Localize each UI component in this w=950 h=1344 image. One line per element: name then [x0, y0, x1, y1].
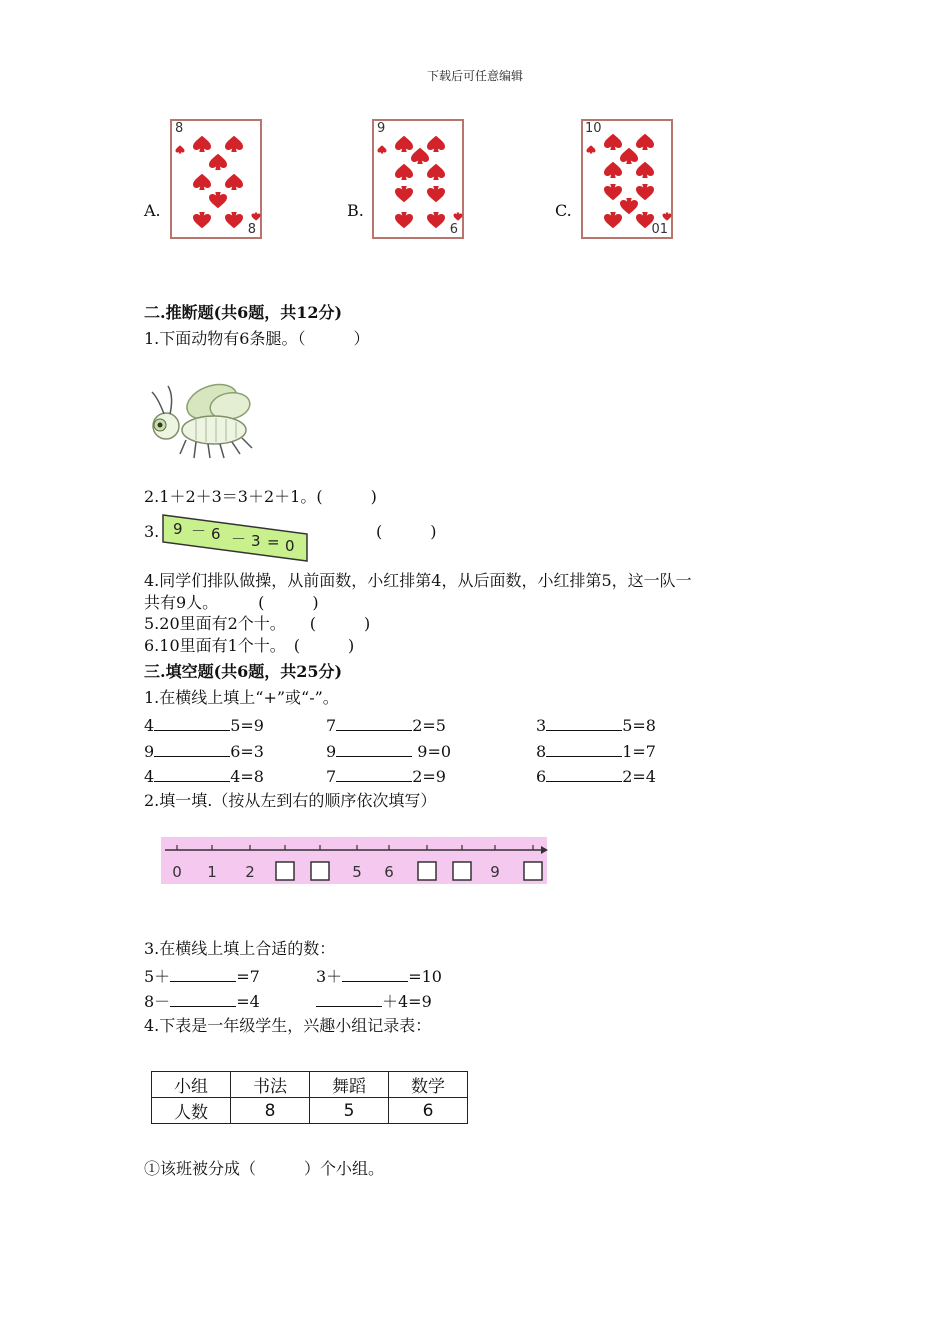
option-b-label: B.	[347, 201, 364, 220]
answer-blank[interactable]	[342, 965, 408, 982]
table-row	[152, 1098, 468, 1124]
number-line-label: 0	[172, 863, 182, 881]
answer-blank[interactable]	[154, 740, 230, 757]
number-line-answer-box[interactable]	[311, 862, 329, 880]
number-line-answer-box[interactable]	[524, 862, 542, 880]
card-ten-of-spades	[581, 119, 673, 239]
operand: ＋4=9	[382, 992, 432, 1011]
answer-blank[interactable]	[336, 740, 412, 757]
table-row	[152, 1072, 468, 1098]
operand: 4	[144, 767, 155, 786]
operand: 2=4	[622, 767, 656, 786]
spade-icon	[225, 174, 243, 190]
card-rank: 8	[175, 121, 184, 136]
spade-icon	[411, 148, 429, 164]
fill-question-4: 4.下表是一年级学生，兴趣小组记录表：	[144, 1016, 432, 1035]
number-line-label: 2	[245, 863, 255, 881]
fill-row	[316, 990, 432, 1012]
answer-blank[interactable]	[154, 765, 230, 782]
number-line-label: 5	[352, 863, 362, 881]
spade-icon	[427, 136, 445, 152]
operand: 7	[326, 716, 337, 735]
fill-row	[144, 740, 264, 762]
spade-icon	[193, 174, 211, 190]
option-c-label: C.	[555, 201, 572, 220]
strip-number-3: 3	[251, 532, 261, 550]
number-line-label: 6	[384, 863, 394, 881]
spade-icon	[636, 134, 654, 150]
table-cell: 5	[310, 1098, 389, 1124]
fill-question-2: 2.填一填.（按从左到右的顺序依次填写）	[144, 791, 437, 810]
number-line-answer-box[interactable]	[453, 862, 471, 880]
fill-row	[536, 765, 656, 787]
judge-question-5: 5.20里面有2个十。 ( )	[144, 614, 371, 633]
card-rank: 9	[377, 121, 386, 136]
operand: 9	[326, 742, 337, 761]
spade-icon	[604, 212, 622, 228]
spade-icon	[454, 213, 463, 221]
strip-minus-sign: －	[231, 530, 247, 548]
table-header-cell: 小组	[152, 1072, 231, 1098]
operand: 4	[144, 716, 155, 735]
page-header: 下载后可任意编辑	[426, 69, 523, 83]
answer-blank[interactable]	[170, 965, 236, 982]
judge-question-4-line2: 共有9人。 ( )	[144, 593, 319, 612]
answer-blank[interactable]	[546, 714, 622, 731]
spade-icon	[636, 162, 654, 178]
operand: 8－	[144, 992, 171, 1011]
spade-icon	[427, 186, 445, 202]
card-nine-of-spades	[372, 119, 464, 239]
number-line-answer-box[interactable]	[418, 862, 436, 880]
operand: 2=9	[412, 767, 446, 786]
spade-icon	[252, 213, 261, 221]
answer-blank[interactable]	[546, 740, 622, 757]
fill-row	[144, 965, 260, 987]
answer-blank[interactable]	[170, 990, 236, 1007]
spade-icon	[604, 184, 622, 200]
operand: 3	[536, 716, 547, 735]
table-cell: 8	[231, 1098, 310, 1124]
operand: =7	[236, 967, 260, 986]
strip-number-9: 9	[173, 520, 183, 538]
fill-row	[536, 714, 656, 736]
table-cell: 6	[389, 1098, 468, 1124]
interest-group-table	[151, 1071, 468, 1124]
fill-question-3: 3.在横线上填上合适的数：	[144, 939, 336, 958]
card-rank-bottom: 6	[449, 222, 458, 237]
fill-row	[326, 714, 446, 736]
card-rank: 10	[585, 121, 602, 136]
spade-icon	[209, 192, 227, 208]
operand: 3＋	[316, 967, 343, 986]
fill-row	[144, 990, 260, 1012]
strip-equals-sign: =	[267, 533, 280, 551]
operand: 8	[536, 742, 547, 761]
table-header-cell: 书法	[231, 1072, 310, 1098]
number-line-answer-box[interactable]	[276, 862, 294, 880]
answer-blank[interactable]	[546, 765, 622, 782]
fill-question-4-sub1: ①该班被分成（ ）个小组。	[144, 1159, 385, 1178]
fill-row	[326, 740, 451, 762]
spade-icon	[604, 162, 622, 178]
insect-illustration	[144, 376, 256, 462]
operand: 6	[536, 767, 547, 786]
table-header-cell: 舞蹈	[310, 1072, 389, 1098]
spade-icon	[620, 148, 638, 164]
section-3-title: 三.填空题(共6题，共25分)	[144, 662, 343, 681]
spade-icon	[663, 213, 672, 221]
operand: =4	[236, 992, 260, 1011]
judge-question-1: 1.下面动物有6条腿。（ ）	[144, 329, 370, 348]
spade-icon	[395, 212, 413, 228]
card-rank-bottom: 01	[651, 222, 668, 237]
judge-question-6: 6.10里面有1个十。 ( )	[144, 636, 355, 655]
operand: 5＋	[144, 967, 171, 986]
spade-icon	[427, 212, 445, 228]
operand: 2=5	[412, 716, 446, 735]
spade-icon	[395, 186, 413, 202]
fill-row	[144, 714, 264, 736]
number-line	[161, 834, 551, 886]
option-a-label: A.	[144, 201, 161, 220]
card-rank-bottom: 8	[247, 222, 256, 237]
spade-icon	[636, 184, 654, 200]
operand: =10	[408, 967, 442, 986]
spade-icon	[378, 145, 387, 153]
operand: 4=8	[230, 767, 264, 786]
strip-number-0: 0	[285, 537, 295, 555]
spade-icon	[604, 134, 622, 150]
answer-blank[interactable]	[154, 714, 230, 731]
table-header-cell: 数学	[389, 1072, 468, 1098]
spade-icon	[225, 212, 243, 228]
operand: 5=8	[622, 716, 656, 735]
spade-icon	[395, 164, 413, 180]
section-2-title: 二.推断题(共6题，共12分)	[144, 303, 343, 322]
judge-question-4-line1: 4.同学们排队做操，从前面数，小红排第4，从后面数，小红排第5，这一队一	[144, 571, 692, 590]
fill-row	[536, 740, 656, 762]
spade-icon	[395, 136, 413, 152]
operand: 5=9	[230, 716, 264, 735]
operand: 9=0	[412, 742, 452, 761]
fill-question-1: 1.在横线上填上“+”或“-”。	[144, 688, 339, 707]
answer-blank[interactable]	[316, 990, 382, 1007]
strip-minus-sign: －	[191, 522, 207, 540]
fill-row	[316, 965, 442, 987]
operand: 9	[144, 742, 155, 761]
equation-strip	[161, 512, 309, 564]
spade-icon	[427, 164, 445, 180]
number-line-label: 9	[490, 863, 500, 881]
answer-blank[interactable]	[336, 765, 412, 782]
number-line-label: 1	[207, 863, 217, 881]
judge-question-2: 2.1＋2＋3＝3＋2＋1。( )	[144, 487, 377, 506]
spade-icon	[225, 136, 243, 152]
strip-number-6: 6	[211, 525, 221, 543]
table-cell: 人数	[152, 1098, 231, 1124]
spade-icon	[587, 145, 596, 153]
fill-row	[326, 765, 446, 787]
card-eight-of-spades	[170, 119, 262, 239]
spade-icon	[620, 198, 638, 214]
spade-icon	[193, 212, 211, 228]
fill-row	[144, 765, 264, 787]
operand: 7	[326, 767, 337, 786]
spade-icon	[209, 154, 227, 170]
spade-icon	[193, 136, 211, 152]
answer-blank[interactable]	[336, 714, 412, 731]
operand: 1=7	[622, 742, 656, 761]
operand: 6=3	[230, 742, 264, 761]
spade-icon	[176, 145, 185, 153]
judge-question-3-paren: ( )	[376, 522, 437, 541]
judge-question-3-number: 3.	[144, 522, 160, 541]
